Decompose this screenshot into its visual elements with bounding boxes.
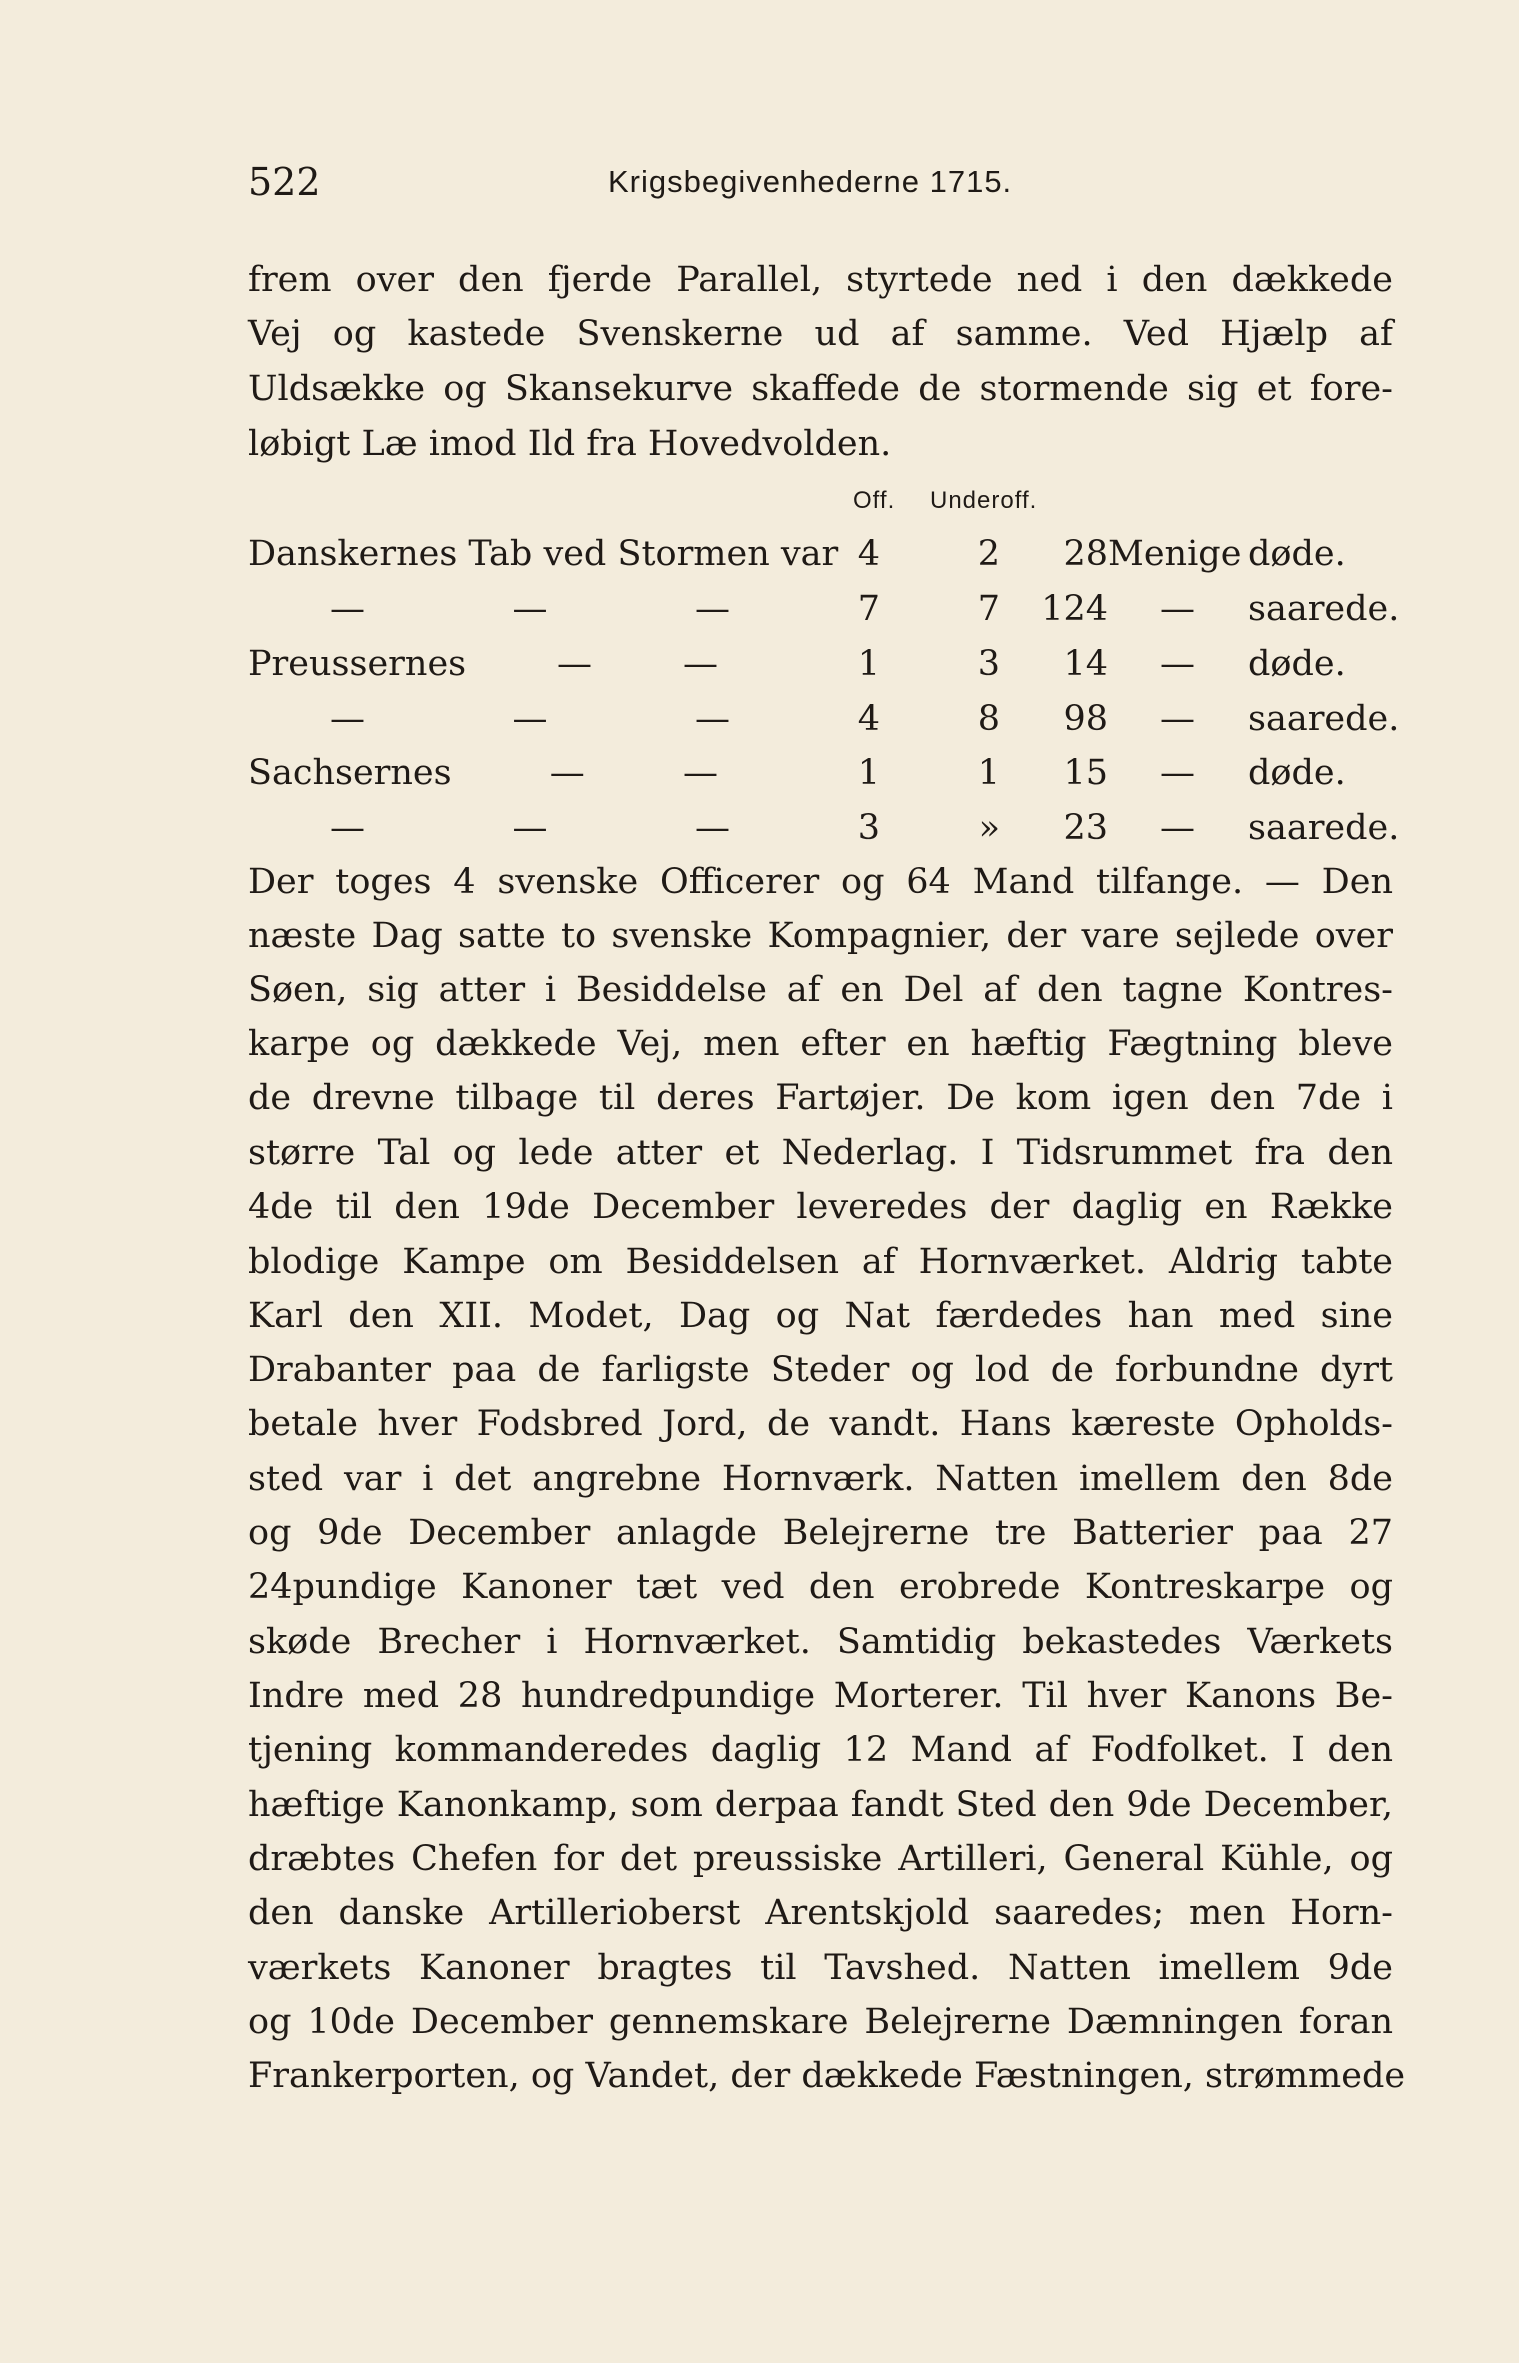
kind-cell: — [1160, 644, 1195, 684]
text-line: Indre med 28 hundredpundige Morterer. Til hver Kanons Be- [248, 1676, 1393, 1716]
kind-cell: — [1160, 753, 1195, 793]
text-line: Søen, sig atter i Besiddelse af en Del af den tagne Kontres- [248, 970, 1393, 1010]
text-line: Drabanter paa de farligste Steder og lod de forbundne dyrt [248, 1350, 1393, 1390]
text-line: Karl den XII. Modet, Dag og Nat færdedes han med sine [248, 1296, 1393, 1336]
men-cell: 124 [1041, 589, 1108, 629]
nco-cell: 3 [977, 644, 1000, 684]
nco-cell: 1 [977, 753, 1000, 793]
text-line: Frankerporten, og Vandet, der dækkede Fæstningen, strømmede [248, 2056, 1406, 2096]
text-line: og 10de December gennemskare Belejrerne Dæmningen foran [248, 2002, 1393, 2042]
nco-cell: 7 [977, 589, 1000, 629]
text-line: og 9de December anlagde Belejrerne tre Batterier paa 27 [248, 1513, 1393, 1553]
text-line: frem over den fjerde Parallel, styrtede ned i den dækkede [248, 260, 1393, 300]
men-cell: 23 [1063, 808, 1108, 848]
nco-cell: 2 [977, 534, 1000, 574]
status-cell: saarede. [1248, 589, 1400, 629]
table-row-label: Sachsernes — — [248, 753, 718, 793]
text-line: 4de til den 19de December leveredes der daglig en Række [248, 1187, 1393, 1227]
men-cell: 14 [1063, 644, 1108, 684]
text-line: dræbtes Chefen for det preussiske Artilleri, General Kühle, og [248, 1839, 1393, 1879]
text-line: de drevne tilbage til deres Fartøjer. De kom igen den 7de i [248, 1078, 1393, 1118]
header-nco: Underoff. [930, 487, 1038, 514]
text-line: Uldsække og Skansekurve skaffede de stormende sig et fore- [248, 369, 1393, 409]
kind-cell: — [1160, 699, 1195, 739]
status-cell: saarede. [1248, 808, 1400, 848]
text-line: 24pundige Kanoner tæt ved den erobrede Kontreskarpe og [248, 1567, 1393, 1607]
text-line: Der toges 4 svenske Officerer og 64 Mand tilfange. — Den [248, 862, 1393, 902]
table-row-label: — — — [330, 699, 730, 739]
page-header [248, 160, 1398, 210]
officers-cell: 4 [857, 699, 880, 739]
text-line: den danske Artillerioberst Arentskjold saaredes; men Horn- [248, 1893, 1393, 1933]
men-cell: 98 [1063, 699, 1108, 739]
kind-cell: — [1160, 808, 1195, 848]
officers-cell: 7 [857, 589, 880, 629]
officers-cell: 1 [857, 644, 880, 684]
text-line: værkets Kanoner bragtes til Tavshed. Natten imellem 9de [248, 1948, 1393, 1988]
status-cell: døde. [1248, 534, 1346, 574]
running-title: Krigsbegivenhederne 1715. [608, 164, 1013, 199]
text-line: blodige Kampe om Besiddelsen af Hornværket. Aldrig tabte [248, 1242, 1393, 1282]
text-line: skøde Brecher i Hornværket. Samtidig bekastedes Værkets [248, 1622, 1393, 1662]
text-line: større Tal og lede atter et Nederlag. I Tidsrummet fra den [248, 1133, 1393, 1173]
status-cell: saarede. [1248, 699, 1400, 739]
text-line: hæftige Kanonkamp, som derpaa fandt Sted den 9de December, [248, 1785, 1393, 1825]
text-line: sted var i det angrebne Hornværk. Natten imellem den 8de [248, 1459, 1393, 1499]
nco-cell: 8 [977, 699, 1000, 739]
kind-cell: — [1160, 589, 1195, 629]
text-line: betale hver Fodsbred Jord, de vandt. Hans kæreste Opholds- [248, 1404, 1393, 1444]
table-row-label: Danskernes Tab ved Stormen var [248, 534, 839, 574]
men-cell: 28 [1063, 534, 1108, 574]
text-line: karpe og dækkede Vej, men efter en hæftig Fægtning bleve [248, 1024, 1393, 1064]
status-cell: døde. [1248, 644, 1346, 684]
page-number: 522 [248, 160, 321, 204]
header-officers: Off. [853, 487, 896, 514]
officers-cell: 3 [857, 808, 880, 848]
text-line: Vej og kastede Svenskerne ud af samme. Ved Hjælp af [248, 314, 1393, 354]
officers-cell: 4 [857, 534, 880, 574]
text-line: næste Dag satte to svenske Kompagnier, der vare sejlede over [248, 916, 1393, 956]
status-cell: døde. [1248, 753, 1346, 793]
text-line: tjening kommanderedes daglig 12 Mand af Fodfolket. I den [248, 1730, 1393, 1770]
officers-cell: 1 [857, 753, 880, 793]
text-line: løbigt Læ imod Ild fra Hovedvolden. [248, 424, 892, 464]
men-cell: 15 [1063, 753, 1108, 793]
kind-cell: Menige [1108, 534, 1242, 574]
nco-cell: » [978, 808, 1000, 848]
table-row-label: — — — [330, 808, 730, 848]
table-row-label: — — — [330, 589, 730, 629]
table-row-label: Preussernes — — [248, 644, 718, 684]
